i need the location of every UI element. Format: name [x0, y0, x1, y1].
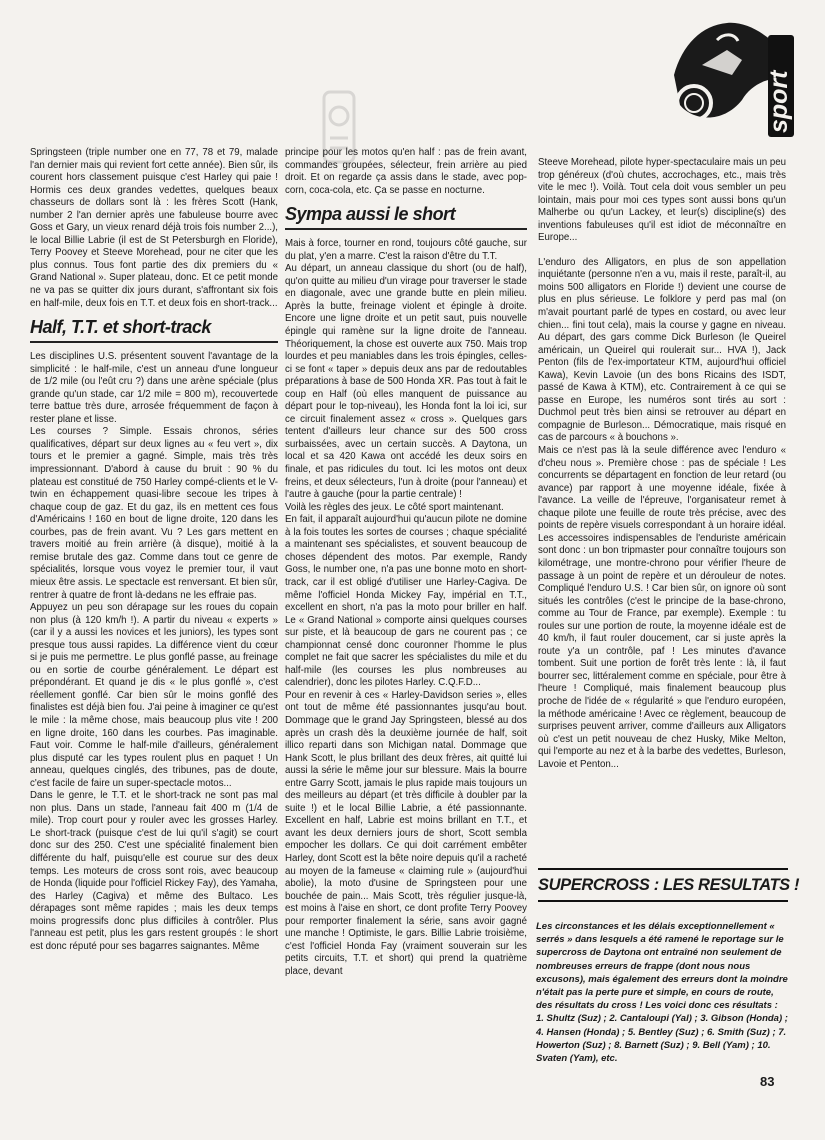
results-list: 1. Shultz (Suz) ; 2. Cantaloupi (Yal) ; 3. Gibson (Honda) ; 4. Hansen (Honda) ; 5. Bentley (Suz) ; 6. Smith (Suz) ; 7. Howerton (Suz) ; 8. Barnett (Suz) ; 9. Bell (Yam) ; 10. Svaten (Yam), etc. — [536, 1013, 788, 1065]
paragraph: Pour en revenir à ces « Harley-Davidson series », elles ont tout de même été passionnantes jusqu'au bout. Dommage que le grand Jay Springsteen, blessé au dos après un crash dès la deuxième journée de half, soit illico reparti dans son Michigan natal. Dommage que Hank Scott, le plus brillant des deux frères, ait quitté lui aussi la série le même jour sur blessure. Mais la bourre entre Garry Scott, jamais le plus rapide mais toujours un des meilleurs au départ (et très difficile à doubler par la suite !) et le local Billie Labrie, a été passionnante. Excellent en half, Labrie est moins brillant en T.T., et avant les deux derniers jours de short, Scott sembla empocher les dollars. Ce qui doit carrément embêter Harley, dont Scott est la bête noire depuis qu'il a racheté au moyen de la fameuse « claiming rule » (aujourd'hui abolie), la moto d'usine de Springsteen pour une bouchée de pain... Mais Scott, très régulier jusque-là, est moins à l'aise en short, ce dont profite Terry Poovey pour remporter finalement la série, sans avoir gagné une manche ! Optimiste, le gars. Billie Labrie troisième, c'est l'officiel Honda Fay (vraiment souverain sur les petits circuits, T.T. et short) qui prend la quatrième place, devant — [285, 689, 527, 977]
paragraph: En fait, il apparaît aujourd'hui qu'aucun pilote ne domine à la fois toutes les sortes de courses ; chaque spécialité a maintenant ses spécialistes, et souvent beaucoup de choses dépendent des motos. Par exemple, Randy Goss, le number one, n'a pas une bonne moto en short-track, car il est obligé d'utiliser une Harley-Cagiva. De même l'officiel Honda Mickey Fay, impérial en T.T., excellent en short, n'a pas la moto pour briller en half. Le « Grand National » comporte ainsi quelques courses sur piste, et là beaucoup de gars ne courent pas ; ce championnat censé donc couronner l'homme le plus complet ne fait que sacrer les spécialistes du mile et du half-mile (les courses les plus nombreuses au calendrier), donc les pilotes Harley. C.Q.F.D... — [285, 514, 527, 689]
text-column-3 — [538, 157, 786, 771]
svg-text:sport: sport — [765, 70, 793, 133]
paragraph: Dans le genre, le T.T. et le short-track ne sont pas mal non plus. Dans un stade, l'anneau fait 400 m (1/4 de mile). Trop court pour y rouler avec les grosses Harley. Le short-track (puisque c'est de lui qu'il s'agit) se court donc sur des 250. C'est une spécialité finalement bien différente du half, puisqu'elle est courue sur des deux temps. Les moteurs de cross sont rois, avec beaucoup de Honda (liquide pour l'officiel Rickey Fay), des Yamaha, des Harley (Cagiva) et même des Bultaco. Les dérapages sont même rapides ; mais les deux temps moins progressifs donc plus difficiles à contrôler. Plus l'anneau est petit, plus les gars restent groupés : le short est donc réputé pour ses bagarres saignantes. Même — [30, 790, 278, 952]
paragraph: Mais à force, tourner en rond, toujours côté gauche, sur du plat, y'en a marre. C'est la raison d'être du T.T. — [285, 238, 527, 262]
supercross-heading-box — [538, 868, 800, 902]
results-intro: Les circonstances et les délais exceptionnellement « serrés » dans lesquels a été ramené le reportage sur le supercross de Daytona ont entraîné non seulement de nombreuses erreurs de frappe (dont nous nous excusons), mais également des erreurs dont la moindre n'était pas la perte pure et simple, en cours de route, des résultats du cross ! Les voici donc ces résultats : — [536, 921, 788, 1012]
paragraph: Les courses ? Simple. Essais chronos, séries qualificatives, départ sur deux lignes au « feu vert », dix tours et le premier a gagné. Simple, mais très très impressionnant. D'abord à cause du bruit : 90 % du plateau est constitué de 750 Harley compé-clients et le V-twin en échappement quasi-libre secoue les tripes à chaque coup de gaz. Et du gaz, ils en mettent ces fous d'Américains ! 160 en bout de ligne droite, 120 dans les courbes, pas de frein avant. Vu ? Les gars mettent en travers moitié au frein arrière (à disque), moitié à la remise brutale des gaz. Comme dans tout ce genre de spécialités, lorsque vous voyez le premier tour, il vaut mieux être assis. Le spectacle est renversant. Et bien sûr, rentrer à quatre de front là-dedans ne les effraie pas. — [30, 426, 278, 601]
paragraph: Au départ, un anneau classique du short (ou de half), qu'on quitte au milieu d'un virage pour traverser le stade en diagonale, avec une grande butte en plein milieu. Après la butte, freinage violent et épingle à droite. Encore une ligne droite et un petit saut, puis nouvelle épingle qui ramène sur la ligne droite de l'anneau. Théoriquement, la chose est ouverte aux 750. Mais trop lourdes et peu maniables dans les trois épingles, celles-ci se font « taper » depuis deux ans par de redoutables préparations à base de 500 Honda XR. Pas tout à fait le coup en Half (où elles manquent de puissance au départ pour le top-niveau), les Honda font la loi ici, sur ce circuit finalement assez « cross ». Quelques gars tentent d'ailleurs leur chance sur des 500 cross surbaissées, avec un certain succès. A Daytona, un local et sa 420 Kawa ont accédé les deux soirs en finale, et pas ridicules du tout. Ici les motos ont deux freins, et deux sélecteurs, l'un à droite (pour l'anneau) et l'autre à gauche (pour la partie centrale) ! — [285, 263, 527, 501]
paragraph: Mais ce n'est pas là la seule différence avec l'enduro « d'cheu nous ». Première chose : pas de spéciale ! Les concurrents se départagent en fonction de leur retard (ou avance) par rapport à une moyenne idéale, fixée à l'avance. La veille de l'épreuve, l'organisateur remet à chaque pilote une feuille de route très précise, avec des points de repère visuels correspondant à un horaire idéal. Les accessoires indispensables de l'enduriste américain sont donc : un bon tripmaster pour connaître toujours son kilométrage, une montre-chrono pour vérifier l'heure de passage à un point de repère et un dérouleur de notes. Compliqué l'enduro U.S. ! Car bien sûr, on ignore où sont situés les contrôles (c'est le principe de la base-chrono, comme au Tour de France, par exemple). Exemple : tu roules sur une portion de route, la moyenne idéale est de 40 km/h, il faut rouler doucement, car si juste après la route y'a un contrôle, paf ! Les minutes d'avance tombent. Suit une portion de forêt très lente : là, il faut bourrer sec, littéralement comme en spéciale, pour être à l'heure ! Compliqué, mais finalement beaucoup plus proche de l'idée de « régularité » que l'enduro européen, la méthode américaine ! Avec ce règlement, beaucoup de surprises peuvent arriver, comme d'ailleurs aux Alligators où c'est un petit nouveau de chez Husky, Mike Melton, qui l'emporte au nez et à la barbe des vedettes, Burleson, Lavoie et Penton... — [538, 445, 786, 770]
section-heading: Half, T.T. et short-track — [30, 316, 278, 343]
supercross-title: SUPERCROSS : LES RESULTATS ! — [538, 876, 800, 894]
paragraph: Appuyez un peu son dérapage sur les roues du copain non plus (à 120 km/h !). A partir du niveau « experts » (car il y a aussi les novices et les juniors), les types sont presque tous aussi rapides. La différence vient du cœur si je puis me permettre. Le plus gonflé passe, au freinage ou en sortie de courbe généralement. Le départ est prépondérant. Et quand je dis « le plus gonflé », c'est réellement gonflé. Car bien sûr le moins gonflé des finalistes est déjà bien fou. J'ai peine à imaginer ce qu'est le mile : la même chose, mais beaucoup plus vite ! 200 en ligne droite, 160 dans les courbes. Pas imaginable. Faut voir. Comme le half-mile d'ailleurs, généralement plus disputé car les types roulent plus en paquet ! Un anneau, quelques cinglés, des tribunes, pas de doute, c'est facile de faire un super-spectacle motos... — [30, 602, 278, 789]
paragraph: Springsteen (triple number one en 77, 78 et 79, malade l'an dernier mais qui revient fort cette année). Bien sûr, ils courent hors classement puisque c'est Harley qui paie ! Hormis ces deux grandes vedettes, quelques beaux chasseurs de dollars sont là : les frères Scott (Hank, number 2 l'an dernier après une fabuleuse bourre avec Goss et Gary, un vieux renard déjà trois fois number 2...), le local Billie Labrie (il est de St Petersburgh en Floride), Terry Poovey et Steeve Morehead, pour ne citer que les plus connus. Tous font partie des dix premiers du « Grand National ». Super plateau, donc. Et ce petit monde ne va pas se quitter dix jours durant, s'affrontant six fois en half-mile, deux fois en T.T. et deux fois en short-track... — [30, 147, 278, 309]
paragraph: L'enduro des Alligators, en plus de son appellation inquiétante (personne n'en a vu, mais il reste, paraît-il, au moins 500 alligators en Floride !) devient une course de plus en plus sérieuse. Le folklore y perd pas mal (on m'avait pourtant parlé de types en costard, ou avec leur chien... fini tout cela), mais la course y gagne en niveau. Au départ, des gars comme Dick Burleson (le Queirel américain, un Queirel qui roulerait sur... HVA !), Jack Penton (fils de l'ex-importateur KTM, aujourd'hui officiel Kawa), Kevin Lavoie (un des bons Ricains des ISDT, passé de Kawa à KTM), etc. Contrairement à ce qui se passe en Europe, les numéros sont tirés au sort : Duchmol peut très bien ainsi se retrouver au départ en compagnie de Burleson... Démocratique, mais risqué en cas de parcours « à bouchons ». — [538, 256, 786, 444]
paragraph: Voilà les règles des jeux. Le côté sport maintenant. — [285, 501, 504, 513]
paragraph: principe pour les motos qu'en half : pas de frein avant, commandes groupées, sélecteur, frein arrière au pied droit. Et on regarde ça assis dans le stade, avec pop-corn, coca-cola, etc. Ça se passe en nocturne. — [285, 147, 527, 196]
section-heading: Sympa aussi le short — [285, 203, 527, 230]
sport-motocross-logo — [672, 5, 796, 140]
text-column-2 — [285, 147, 527, 978]
text-column-1 — [30, 147, 278, 953]
page-number: 83 — [760, 1074, 775, 1089]
paragraph: Les disciplines U.S. présentent souvent l'avantage de la simplicité : le half-mile, c'est un anneau d'une longueur de 1/2 mile (ou l'eût cru ?) dans une arène spéciale (plus grande qu'un stade, car 1/2 mile = 800 m), recouvertede terre battue très dure, arrosée fréquemment de façon à rester plane et lisse. — [30, 351, 278, 425]
supercross-results-box — [536, 920, 788, 1065]
paragraph: Steeve Morehead, pilote hyper-spectaculaire mais un peu trop généreux (d'où chutes, accrochages, etc., mais très vite le mec !). Voilà. Tout cela doit vous sembler un peu lointain, mais pour moi ces types sont aussi bons qu'un Malherbe ou qu'un Lackey, et leur(s) discipline(s) des inventions fabuleuses qu'il est idiot de méconnaître en Europe... — [538, 157, 786, 244]
